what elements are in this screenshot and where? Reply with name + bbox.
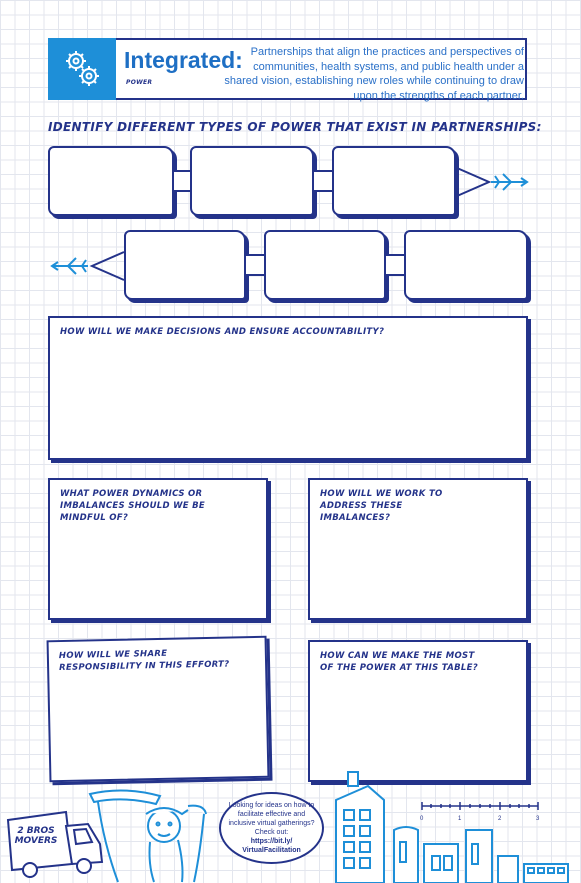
question-box-address[interactable] [308, 478, 528, 620]
question-decisions: HOW WILL WE MAKE DECISIONS AND ENSURE ACCOUNTABILITY? [60, 327, 385, 337]
power-type-box-3[interactable] [332, 146, 456, 216]
question-box-dynamics[interactable] [48, 478, 268, 620]
power-section-title: IDENTIFY DIFFERENT TYPES OF POWER THAT EXIST IN PARTNERSHIPS: [48, 120, 542, 134]
connector [174, 170, 190, 192]
question-address: HOW WILL WE WORK TO ADDRESS THESE IMBALANCES? [320, 489, 443, 523]
scale-bar [418, 800, 542, 816]
question-power-table: HOW CAN WE MAKE THE MOST OF THE POWER AT THIS TABLE? [320, 651, 478, 673]
header-subtitle: POWER [126, 79, 153, 86]
question-box-decisions[interactable] [48, 316, 528, 460]
bubble-text: Looking for ideas on how to facilitate effective and inclusive virtual gatherings? Check out: [228, 802, 315, 836]
connector [386, 254, 404, 276]
scale-label-0: 0 [420, 816, 424, 822]
power-type-box-1[interactable] [48, 146, 174, 216]
scale-label-1: 1 [458, 816, 462, 822]
person-illustration [84, 784, 224, 883]
truck-text: 2 BROS MOVERS [14, 826, 58, 846]
question-responsibility: HOW WILL WE SHARE RESPONSIBILITY IN THIS EFFORT? [58, 648, 230, 674]
power-type-box-4[interactable] [124, 230, 246, 300]
bubble-link[interactable]: https://bit.ly/ VirtualFacilitation [242, 838, 301, 854]
scale-label-2: 2 [498, 816, 502, 822]
header-title: Integrated: [124, 47, 243, 73]
power-type-box-5[interactable] [264, 230, 386, 300]
header-description: Partnerships that align the practices and perspectives of communities, health systems, and public health under a shared vision, establishing new roles while continuing to draw upon the strengths of each partner. [224, 46, 524, 102]
speech-bubble [219, 792, 324, 864]
arrow-right-icon [455, 162, 531, 202]
connector [246, 254, 264, 276]
question-dynamics: WHAT POWER DYNAMICS OR IMBALANCES SHOULD WE BE MINDFUL OF? [60, 489, 206, 523]
power-type-box-6[interactable] [404, 230, 528, 300]
arrow-left-icon [48, 246, 126, 286]
scale-label-3: 3 [536, 816, 540, 822]
connector [314, 170, 332, 192]
gears-icon [48, 38, 116, 100]
power-type-box-2[interactable] [190, 146, 314, 216]
question-box-responsibility[interactable] [47, 636, 270, 783]
city-buildings-illustration [328, 760, 578, 883]
